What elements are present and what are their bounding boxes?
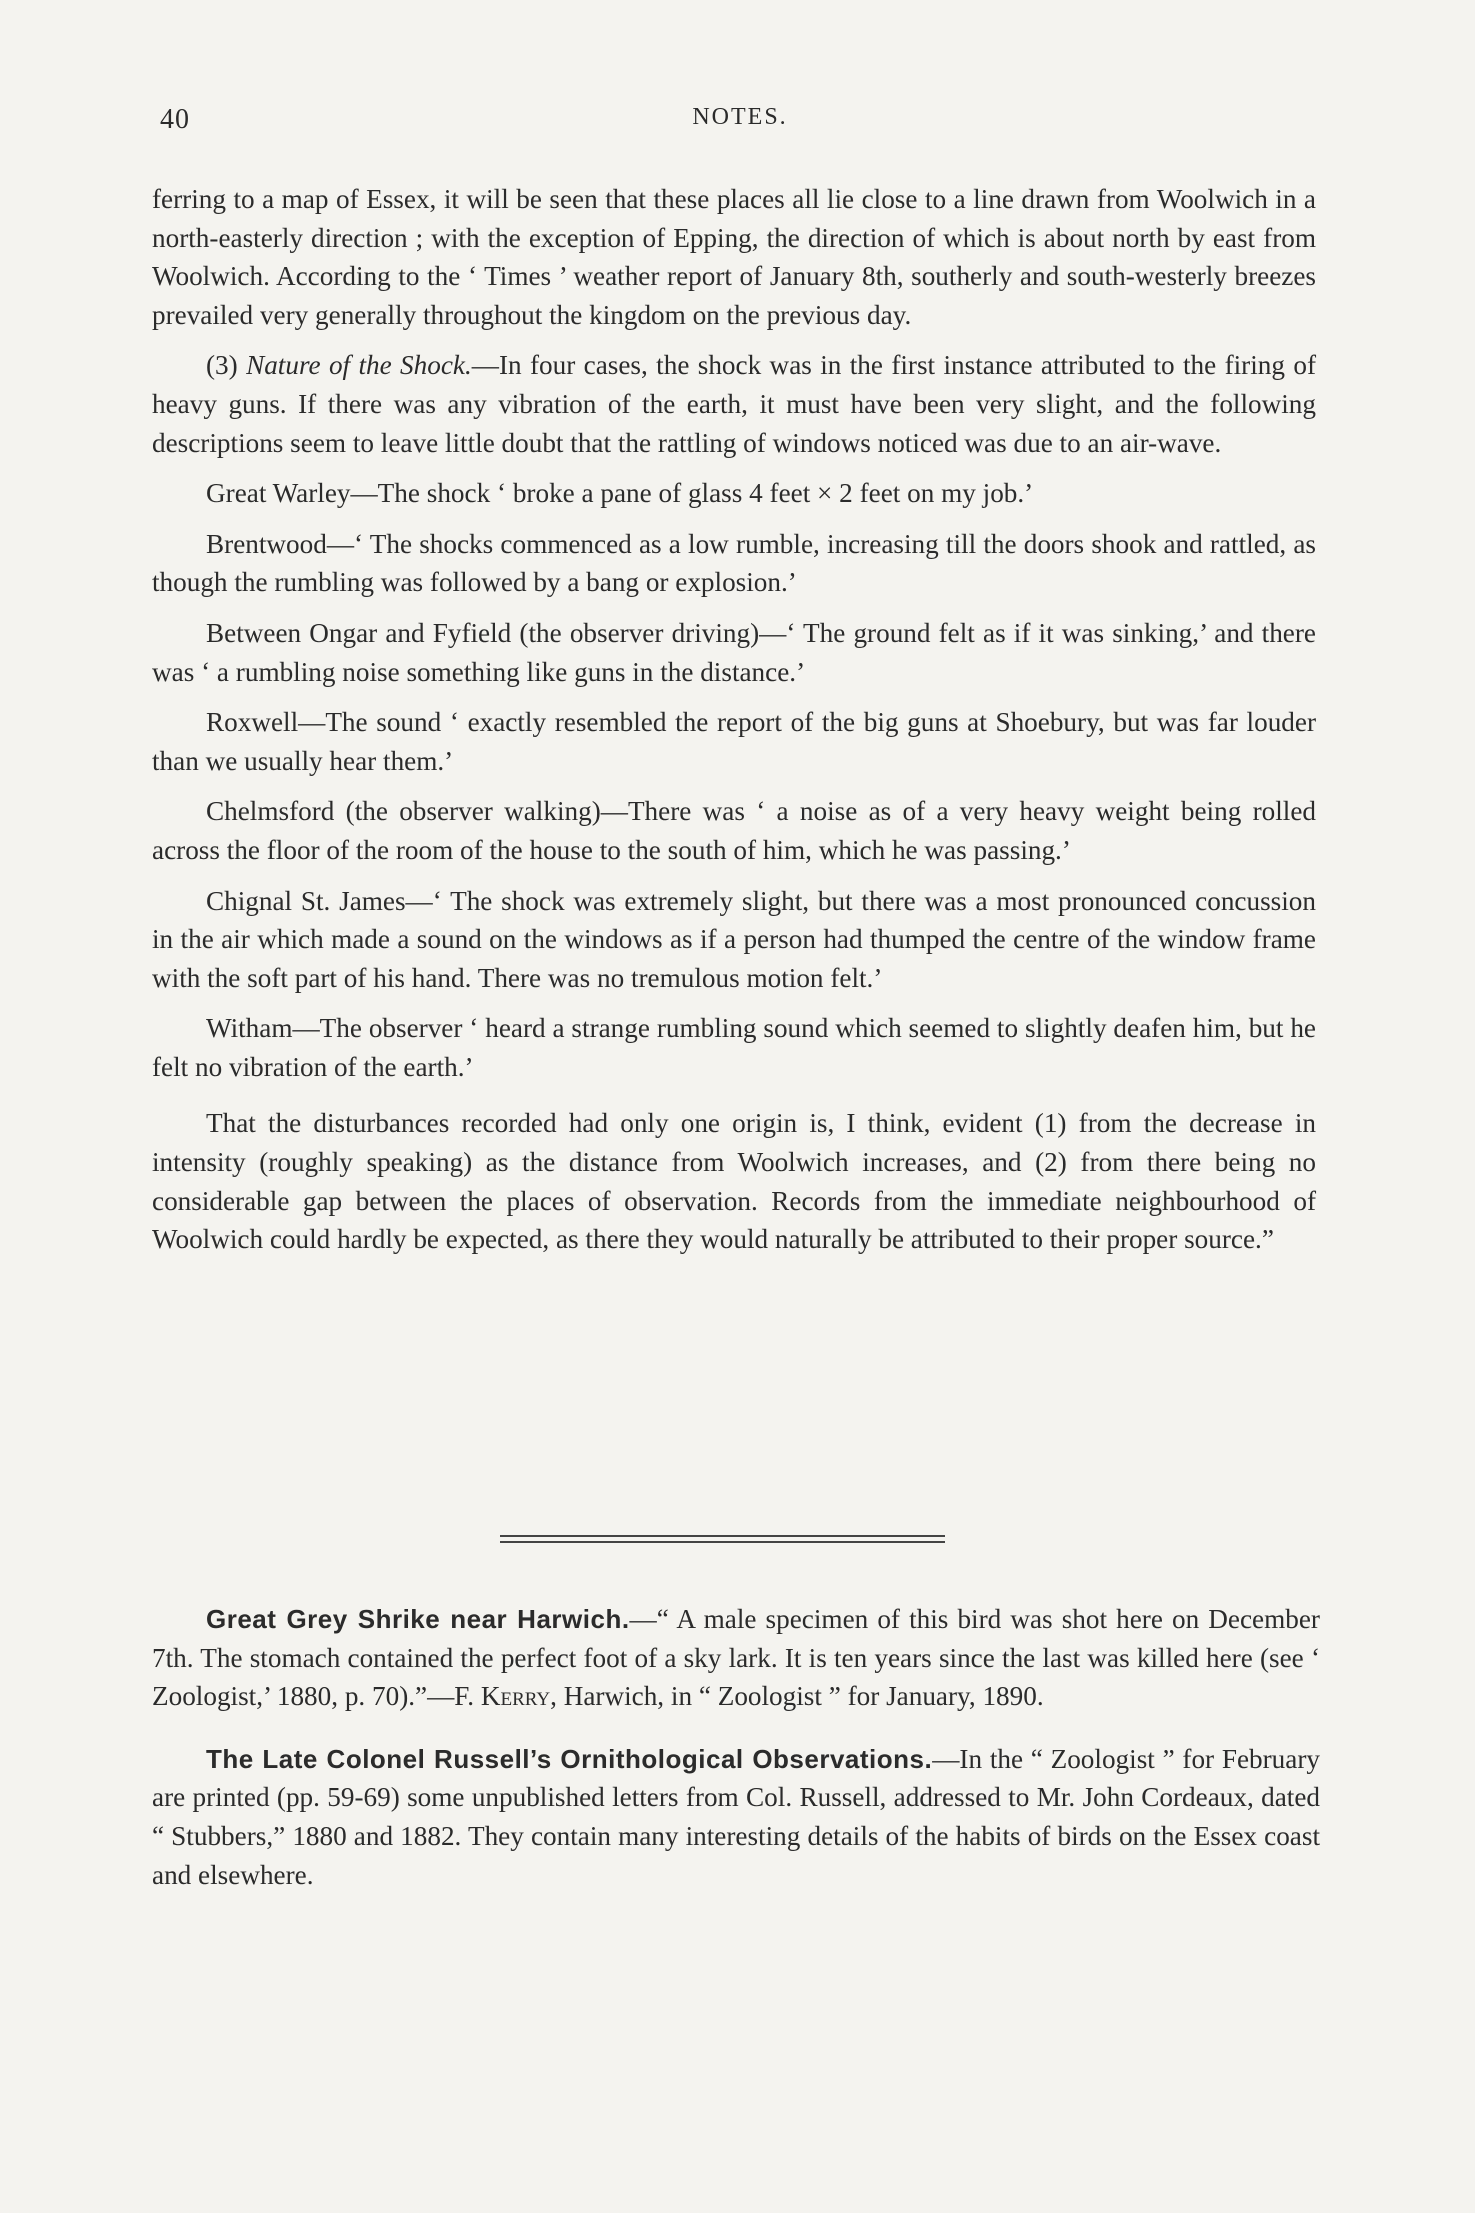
note-title: The Late Colonel Russell’s Ornithological Observations.: [206, 1743, 933, 1774]
running-head: NOTES.: [692, 104, 788, 130]
section-heading: Nature of the Shock.: [246, 350, 472, 381]
paragraph-text: —In four cases, the shock was in the first instance attributed to the firing of heavy guns. If there was any vibration of the earth, it must have been very slight, and the following descriptions seem to leave little doubt that the rattling of windows noticed was due to an air-wave.: [152, 350, 1316, 458]
note-title: Great Grey Shrike near Harwich.: [206, 1604, 630, 1634]
report-chignal: Chignal St. James—‘ The shock was extremely slight, but there was a most pronounced concussion in the air which made a sound on the windows as if a person had thumped the centre of the window frame with the soft part of his hand. There was no tremulous motion felt.’: [152, 885, 1316, 993]
report-chelmsford: Chelmsford (the observer walking)—There was ‘ a noise as of a very heavy weight being rolled across the floor of the room of the house to the south of him, which he was passing.’: [152, 796, 1316, 865]
report-ongar-fyfield: Between Ongar and Fyfield (the observer driving)—‘ The ground felt as if it was sinking,’ and there was ‘ a rumbling noise something like guns in the distance.’: [152, 617, 1316, 687]
report-brentwood: Brentwood—‘ The shocks commenced as a low rumble, increasing till the doors shook and rattled, as though the rumbling was followed by a bang or explosion.’: [152, 528, 1316, 598]
paragraph-number: (3): [206, 350, 247, 381]
paragraph-continued: ferring to a map of Essex, it will be seen that these places all lie close to a line drawn from Woolwich in a north-easterly direction ; with the exception of Epping, the direction of which is about north by east from Woolwich. According to the ‘ Times ’ weather report of January 8th, southerly and south-westerly breezes prevailed very generally throughout the kingdom on the previous day.: [152, 184, 1316, 330]
note-text: —“ A male specimen of this bird was shot here on December 7th. The stomach contained the perfect foot of a sky lark. It is ten years since the last was killed here (see ‘ Zoologist,’ 1880, p. 70).”—F.: [152, 1604, 1320, 1712]
note-text: —In the “ Zoologist ” for February are printed (pp. 59-69) some unpublished letters from Col. Russell, addressed to Mr. John Cordeaux, dated “ Stubbers,” 1880 and 1882. They contain many interesting details of the habits of birds on the Essex coast and elsewhere.: [152, 1743, 1320, 1890]
page-number: 40: [160, 104, 190, 135]
report-great-warley: Great Warley—The shock ‘ broke a pane of glass 4 feet × 2 feet on my job.’: [206, 478, 1034, 509]
report-roxwell: Roxwell—The sound ‘ exactly resembled the report of the big guns at Shoebury, but was far louder than we usually hear them.’: [152, 707, 1316, 776]
report-witham: Witham—The observer ‘ heard a strange rumbling sound which seemed to slightly deafen him, but he felt no vibration of the earth.’: [152, 1013, 1316, 1082]
note-great-grey-shrike: [152, 1600, 1320, 1716]
notes-section: [152, 1600, 1320, 1894]
note-author: Kerry: [480, 1681, 551, 1712]
paragraph-nature-of-shock: [152, 346, 1316, 462]
page-header: [160, 104, 1320, 144]
note-colonel-russell: [152, 1740, 1320, 1894]
paragraph-conclusion: That the disturbances recorded had only one origin is, I think, evident (1) from the decrease in intensity (roughly speaking) as the distance from Woolwich increases, and (2) from there being no considerable gap between the places of observation. Records from the immediate neighbourhood of Woolwich could hardly be expected, as there they would naturally be attributed to their proper source.”: [152, 1108, 1316, 1255]
section-divider: [500, 1535, 945, 1543]
article-body: [152, 180, 1316, 1259]
note-text-end: , Harwich, in “ Zoologist ” for January, 1890.: [550, 1681, 1044, 1712]
